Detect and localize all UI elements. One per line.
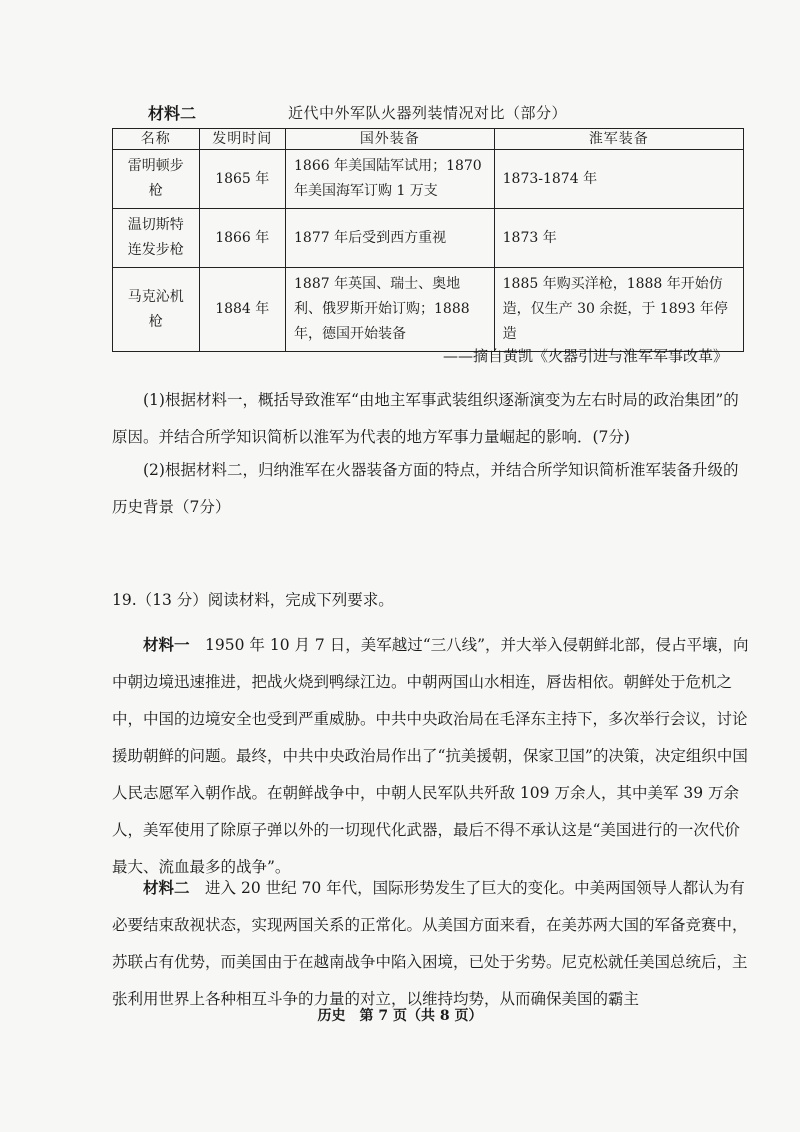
page-footer: 历史 第 7 页（共 8 页） bbox=[317, 1008, 483, 1024]
header-year: 发明时间 bbox=[199, 129, 286, 150]
cell-year: 1866 年 bbox=[199, 209, 286, 268]
header-foreign: 国外装备 bbox=[286, 129, 495, 150]
cell-huai: 1873 年 bbox=[494, 209, 743, 268]
question-2: (2)根据材料二，归纳淮军在火器装备方面的特点，并结合所学知识简析淮军装备升级的历史背景（7分） bbox=[112, 461, 739, 516]
q19-material1 bbox=[112, 626, 752, 886]
cell-huai: 1885 年购买洋枪，1888 年开始仿造，仅生产 30 余挺，于 1893 年停造 bbox=[494, 268, 743, 352]
table-row bbox=[113, 209, 744, 268]
question-19-title: 19.（13 分）阅读材料，完成下列要求。 bbox=[112, 591, 394, 609]
question-1: (1)根据材料一，概括导致淮军“由地主军事武装组织逐渐演变为左右时局的政治集团”的原因。并结合所学知识简析以淮军为代表的地方军事力量崛起的影响．(7分) bbox=[112, 391, 739, 446]
q19-material2-label: 材料二 bbox=[143, 878, 190, 897]
cell-huai: 1873-1874 年 bbox=[494, 150, 743, 209]
cell-name: 温切斯特连发步枪 bbox=[113, 209, 200, 268]
header-huai: 淮军装备 bbox=[494, 129, 743, 150]
table-row bbox=[113, 268, 744, 352]
q19-material2-text: 进入 20 世纪 70 年代，国际形势发生了巨大的变化。中美两国领导人都认为有必要结束敌视状态，实现两国关系的正常化。从美国方面来看，在美苏两大国的军备竞赛中，苏联占有优势，而美国由于在越南战争中陷入困境，已处于劣势。尼克松就任美国总统后，主张利用世界上各种相互斗争的力量的对立，以维持均势，从而确保美国的霸主 bbox=[112, 879, 748, 1008]
table-header-row bbox=[113, 129, 744, 150]
material2-header bbox=[148, 101, 748, 125]
table-source: ——摘自黄凯《火器引进与淮军军事改革》 bbox=[442, 347, 728, 365]
table-row bbox=[113, 150, 744, 209]
cell-year: 1884 年 bbox=[199, 268, 286, 352]
cell-name: 马克沁机枪 bbox=[113, 268, 200, 352]
material2-label: 材料二 bbox=[148, 104, 197, 123]
q19-material2 bbox=[112, 869, 752, 1018]
table-title: 近代中外军队火器列装情况对比（部分） bbox=[288, 104, 568, 122]
cell-foreign: 1866 年美国陆军试用；1870 年美国海军订购 1 万支 bbox=[286, 150, 495, 209]
cell-year: 1865 年 bbox=[199, 150, 286, 209]
cell-foreign: 1877 年后受到西方重视 bbox=[286, 209, 495, 268]
q19-material1-label: 材料一 bbox=[143, 635, 190, 654]
cell-name: 雷明顿步枪 bbox=[113, 150, 200, 209]
firearms-comparison-table bbox=[112, 128, 744, 352]
header-name: 名称 bbox=[113, 129, 200, 150]
cell-foreign: 1887 年英国、瑞士、奥地利、俄罗斯开始订购；1888 年，德国开始装备 bbox=[286, 268, 495, 352]
q19-material1-text: 1950 年 10 月 7 日，美军越过“三八线”，并大举入侵朝鲜北部，侵占平壤，向中朝边境迅速推进，把战火烧到鸭绿江边。中朝两国山水相连，唇齿相依。朝鲜处于危机之中，中国的边境安全也受到严重威胁。中共中央政治局在毛泽东主持下，多次举行会议，讨论援助朝鲜的问题。最终，中共中央政治局作出了“抗美援朝，保家卫国”的决策，决定组织中国人民志愿军入朝作战。在朝鲜战争中，中朝人民军队共歼敌 109 万余人，其中美军 39 万余人，美军使用了除原子弹以外的一切现代化武器，最后不得不承认这是“美国进行的一次代价最大、流血最多的战争”。 bbox=[112, 636, 749, 876]
